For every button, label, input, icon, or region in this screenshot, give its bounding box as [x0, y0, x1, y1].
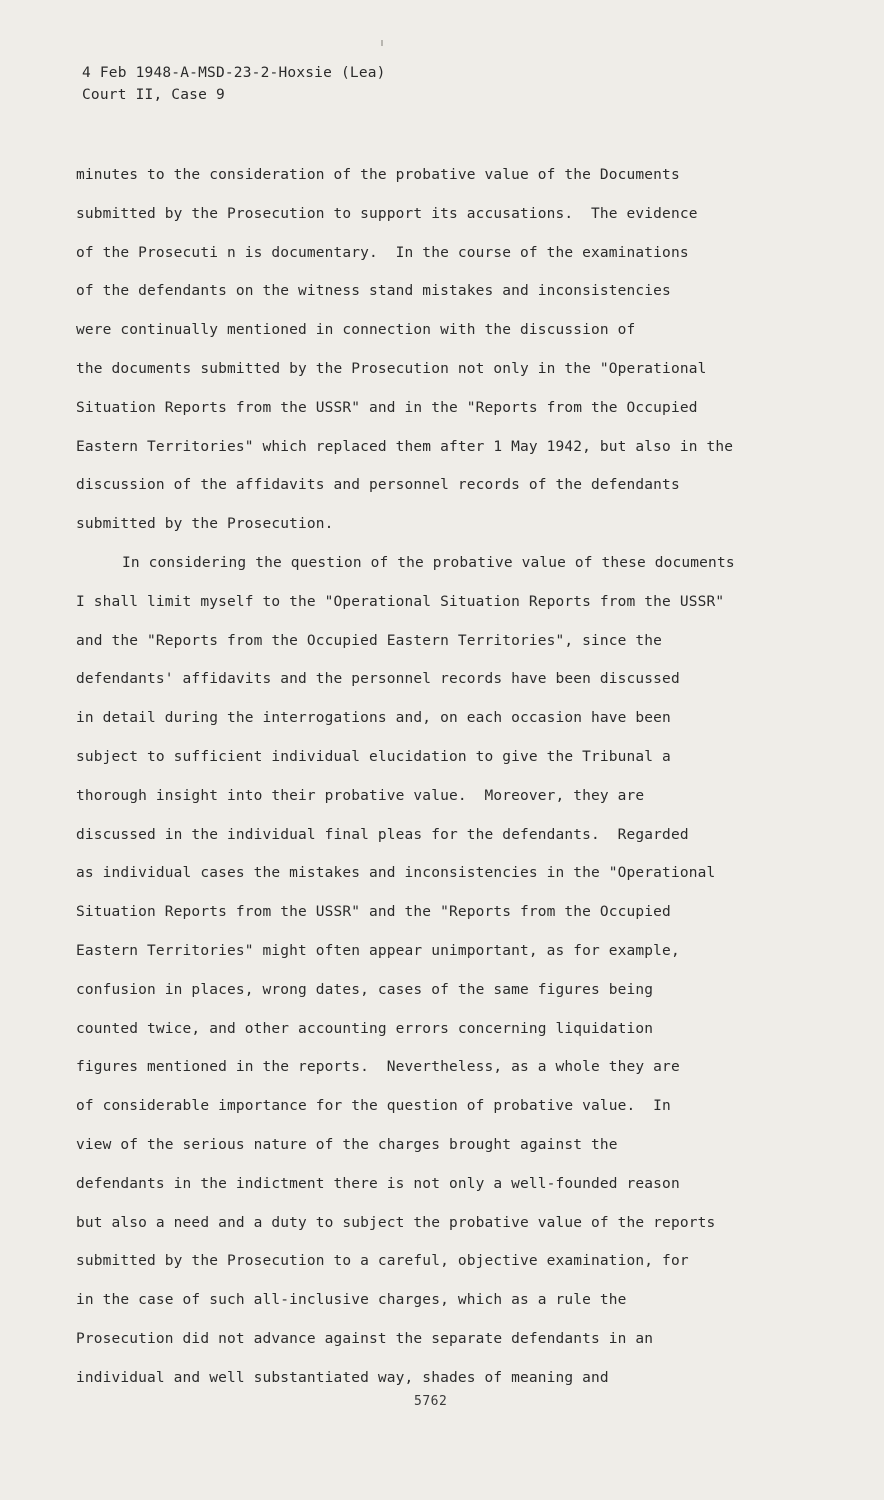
document-body [76, 163, 816, 1405]
text-line: in detail during the interrogations and, on each occasion have been [76, 710, 671, 727]
text-line: of the defendants on the witness stand mistakes and inconsistencies [76, 283, 671, 300]
text-line: confusion in places, wrong dates, cases of the same figures being [76, 981, 654, 998]
text-line: Situation Reports from the USSR" and in the "Reports from the Occupied [76, 399, 698, 416]
text-line: Situation Reports from the USSR" and the "Reports from the Occupied [76, 904, 671, 921]
text-line: thorough insight into their probative value. Moreover, they are [76, 787, 645, 804]
text-line: defendants' affidavits and the personnel records have been discussed [76, 671, 680, 688]
text-line: individual and well substantiated way, shades of meaning and [76, 1369, 609, 1386]
text-line: discussed in the individual final pleas for the defendants. Regarded [76, 826, 689, 843]
text-line: and the "Reports from the Occupied Eastern Territories", since the [76, 632, 663, 649]
text-line: subject to sufficient individual elucidation to give the Tribunal a [76, 748, 671, 765]
text-line: submitted by the Prosecution to a careful, objective examination, for [76, 1253, 689, 1270]
text-line: discussion of the affidavits and personnel records of the defendants [76, 477, 680, 494]
text-line: submitted by the Prosecution to support its accusations. The evidence [76, 205, 698, 222]
text-line: Eastern Territories" might often appear unimportant, as for example, [76, 942, 680, 959]
text-line: were continually mentioned in connection with the discussion of [76, 322, 636, 339]
text-line: but also a need and a duty to subject the probative value of the reports [76, 1214, 716, 1231]
text-line: of the Prosecuti n is documentary. In the course of the examinations [76, 244, 689, 261]
text-line: Eastern Territories" which replaced them after 1 May 1942, but also in the [76, 438, 734, 455]
text-line: figures mentioned in the reports. Nevertheless, as a whole they are [76, 1059, 680, 1076]
text-line: of considerable importance for the question of probative value. In [76, 1098, 671, 1115]
text-line: minutes to the consideration of the probative value of the Documents [76, 167, 680, 183]
header-date-line: 4 Feb 1948-A-MSD-23-2-Hoxsie (Lea) [82, 65, 386, 81]
text-line: view of the serious nature of the charges brought against the [76, 1136, 618, 1153]
text-line: I shall limit myself to the "Operational Situation Reports from the USSR" [76, 593, 725, 610]
text-line: submitted by the Prosecution. [76, 516, 334, 533]
page-number: 5762 [414, 1394, 448, 1409]
text-line: counted twice, and other accounting errors concerning liquidation [76, 1020, 654, 1037]
text-line: defendants in the indictment there is not only a well-founded reason [76, 1175, 680, 1192]
text-line: Prosecution did not advance against the separate defendants in an [76, 1330, 654, 1347]
header-court-line: Court II, Case 9 [82, 87, 225, 103]
punch-mark [381, 40, 383, 46]
text-line: the documents submitted by the Prosecution not only in the "Operational [76, 360, 707, 377]
text-line: in the case of such all-inclusive charges, which as a rule the [76, 1292, 627, 1309]
text-line: as individual cases the mistakes and inconsistencies in the "Operational [76, 865, 716, 882]
paragraph-first-line: In considering the question of the probative value of these documents [122, 554, 735, 571]
document-header [82, 62, 386, 106]
